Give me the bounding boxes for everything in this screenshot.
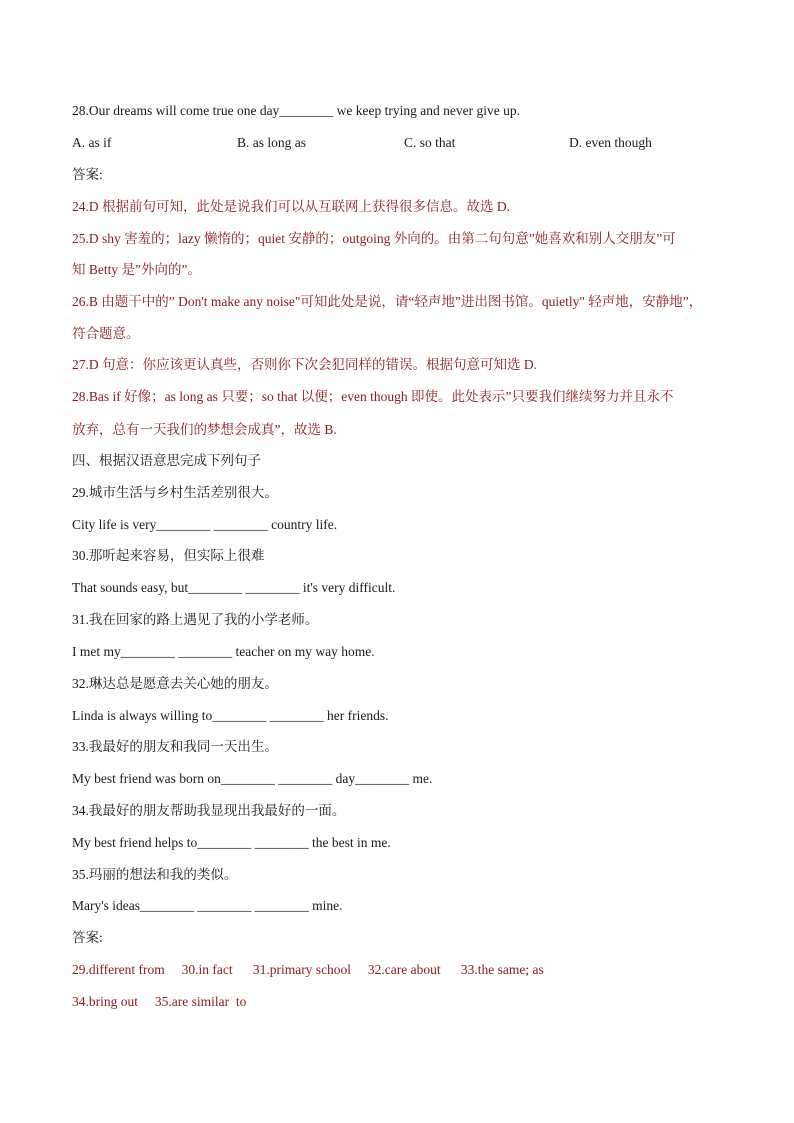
q28-options (72, 134, 722, 152)
question-30-en: That sounds easy, but________ ________ it's very difficult. (72, 580, 396, 595)
explanation-24: 24.D 根据前句可知，此处是说我们可以从互联网上获得很多信息。故选 D. (72, 199, 510, 214)
question-30-cn: 30.那听起来容易，但实际上很难 (72, 548, 265, 563)
question-31-en: I met my________ ________ teacher on my way home. (72, 644, 375, 659)
answer-label: 答案: (72, 167, 103, 182)
q28-stem: 28.Our dreams will come true one day________ we keep trying and never give up. (72, 103, 520, 118)
question-31-cn: 31.我在回家的路上遇见了我的小学老师。 (72, 612, 319, 627)
option-a: A. as if (72, 135, 112, 150)
answer-label-2: 答案: (72, 930, 103, 945)
question-34-cn: 34.我最好的朋友帮助我显现出我最好的一面。 (72, 803, 346, 818)
explanation-28: 28.Bas if 好像；as long as 只要；so that 以便；even though 即使。此处表示”只要我们继续努力并且永不 (72, 389, 674, 404)
question-35-en: Mary's ideas________ ________ ________ mine. (72, 898, 343, 913)
question-34-en: My best friend helps to________ ________ the best in me. (72, 835, 391, 850)
explanation-25: 25.D shy 害羞的；lazy 懒惰的；quiet 安静的；outgoing 外向的。由第二句句意”她喜欢和别人交朋友”可 (72, 231, 676, 246)
option-d: D. even though (569, 135, 652, 150)
question-35-cn: 35.玛丽的想法和我的类似。 (72, 867, 238, 882)
explanation-26: 26.B 由题干中的” Don't make any noise"可知此处是说，请“轻声地”进出图书馆。quietly" 轻声地，安静地”， (72, 294, 703, 309)
explanation-25-cont: 知 Betty 是”外向的”。 (72, 262, 201, 277)
explanation-26-cont: 符合题意。 (72, 326, 140, 341)
question-32-en: Linda is always willing to________ ________ her friends. (72, 708, 389, 723)
question-33-cn: 33.我最好的朋友和我同一天出生。 (72, 739, 278, 754)
option-b: B. as long as (237, 135, 306, 150)
question-33-en: My best friend was born on________ ________ day________ me. (72, 771, 433, 786)
explanation-28-cont: 放弃，总有一天我们的梦想会成真”，故选 B. (72, 422, 337, 437)
section-title: 四、根据汉语意思完成下列句子 (72, 453, 261, 468)
option-c: C. so that (404, 135, 456, 150)
answers-row-1: 29.different from 30.in fact 31.primary school 32.care about 33.the same; as (72, 962, 544, 977)
answers-row-2: 34.bring out 35.are similar to (72, 994, 247, 1009)
question-29-en: City life is very________ ________ country life. (72, 517, 338, 532)
explanation-27: 27.D 句意：你应该更认真些，否则你下次会犯同样的错误。根据句意可知选 D. (72, 357, 537, 372)
question-29-cn: 29.城市生活与乡村生活差别很大。 (72, 485, 278, 500)
question-32-cn: 32.琳达总是愿意去关心她的朋友。 (72, 676, 278, 691)
